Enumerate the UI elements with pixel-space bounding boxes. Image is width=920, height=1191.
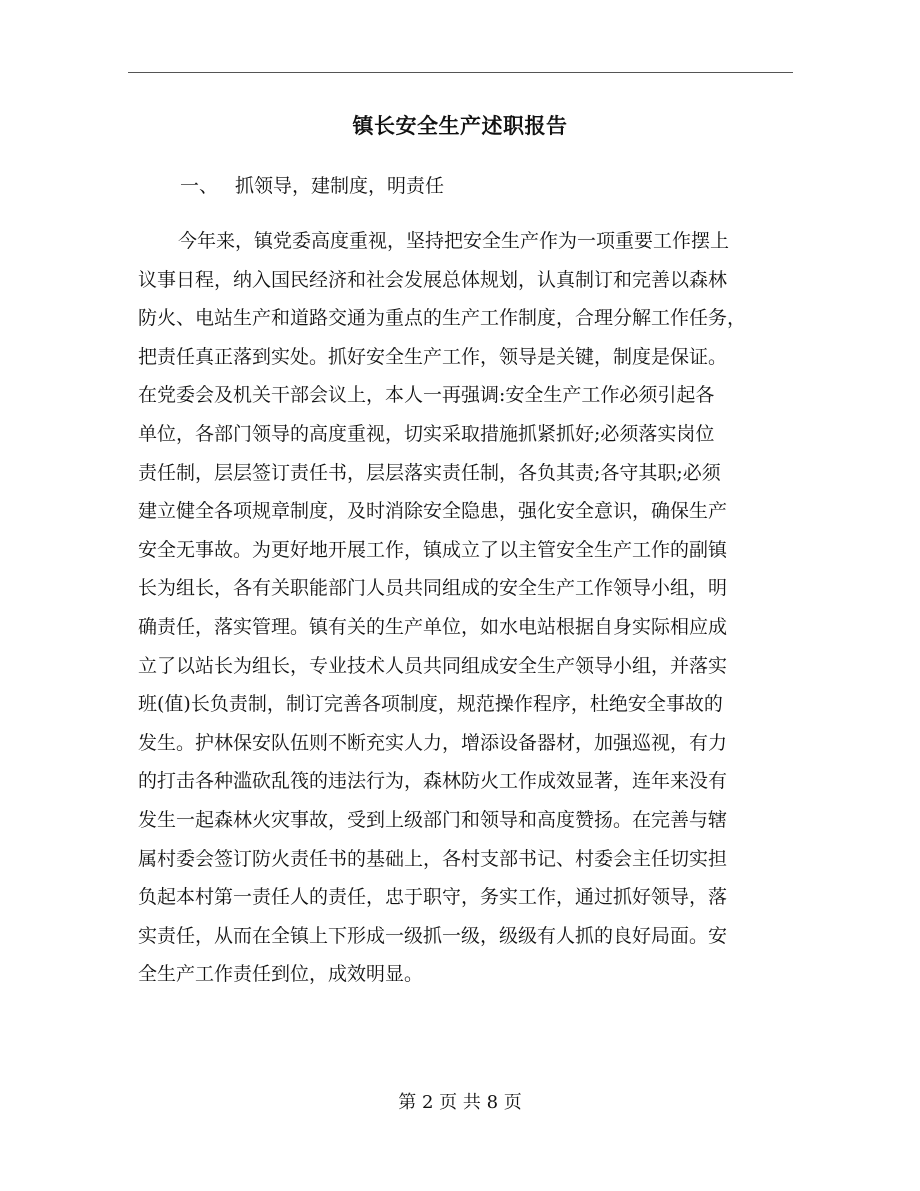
body-paragraph xyxy=(138,222,808,994)
paragraph-line: 在党委会及机关干部会议上，本人一再强调:安全生产工作必须引起各 xyxy=(138,384,715,407)
paragraph-line: 把责任真正落到实处。抓好安全生产工作，领导是关键，制度是保证。 xyxy=(138,345,728,368)
header-rule xyxy=(128,72,793,73)
paragraph-line: 属村委会签订防火责任书的基础上，各村支部书记、村委会主任切实担 xyxy=(138,847,728,870)
paragraph-line: 安全无事故。为更好地开展工作，镇成立了以主管安全生产工作的副镇 xyxy=(138,538,728,561)
paragraph-line: 确责任，落实管理。镇有关的生产单位，如水电站根据自身实际相应成 xyxy=(138,615,728,638)
page-footer: 第 2 页 共 8 页 xyxy=(398,1092,522,1113)
paragraph-line: 的打击各种滥砍乱筏的违法行为，森林防火工作成效显著，连年来没有 xyxy=(138,770,728,793)
paragraph-line: 全生产工作责任到位，成效明显。 xyxy=(138,963,424,986)
paragraph-line: 建立健全各项规章制度，及时消除安全隐患，强化安全意识，确保生产 xyxy=(138,500,728,523)
paragraph-line: 议事日程，纳入国民经济和社会发展总体规划，认真制订和完善以森林 xyxy=(138,268,728,291)
paragraph-line: 长为组长，各有关职能部门人员共同组成的安全生产工作领导小组，明 xyxy=(138,577,728,600)
section-number: 一、 xyxy=(180,175,219,197)
paragraph-line: 单位，各部门领导的高度重视，切实采取措施抓紧抓好;必须落实岗位 xyxy=(138,422,715,445)
document-title: 镇长安全生产述职报告 xyxy=(352,113,568,138)
paragraph-line: 立了以站长为组长，专业技术人员共同组成安全生产领导小组，并落实 xyxy=(138,654,728,677)
section-heading-text: 抓领导，建制度，明责任 xyxy=(235,175,445,197)
paragraph-line: 负起本村第一责任人的责任，忠于职守，务实工作，通过抓好领导，落 xyxy=(138,886,728,909)
paragraph-line: 班(值)长负责制，制订完善各项制度，规范操作程序，杜绝安全事故的 xyxy=(138,693,723,716)
paragraph-line: 责任制，层层签订责任书，层层落实责任制，各负其责;各守其职;必须 xyxy=(138,461,721,484)
paragraph-line: 发生。护林保安队伍则不断充实人力，增添设备器材，加强巡视，有力 xyxy=(138,731,728,754)
paragraph-line: 防火、电站生产和道路交通为重点的生产工作制度，合理分解工作任务， xyxy=(138,307,747,330)
paragraph-line: 今年来，镇党委高度重视，坚持把安全生产作为一项重要工作摆上 xyxy=(178,230,730,252)
section-heading xyxy=(180,166,444,206)
paragraph-line: 发生一起森林火灾事故，受到上级部门和领导和高度赞扬。在完善与辖 xyxy=(138,808,728,831)
paragraph-line: 实责任，从而在全镇上下形成一级抓一级，级级有人抓的良好局面。安 xyxy=(138,924,728,947)
